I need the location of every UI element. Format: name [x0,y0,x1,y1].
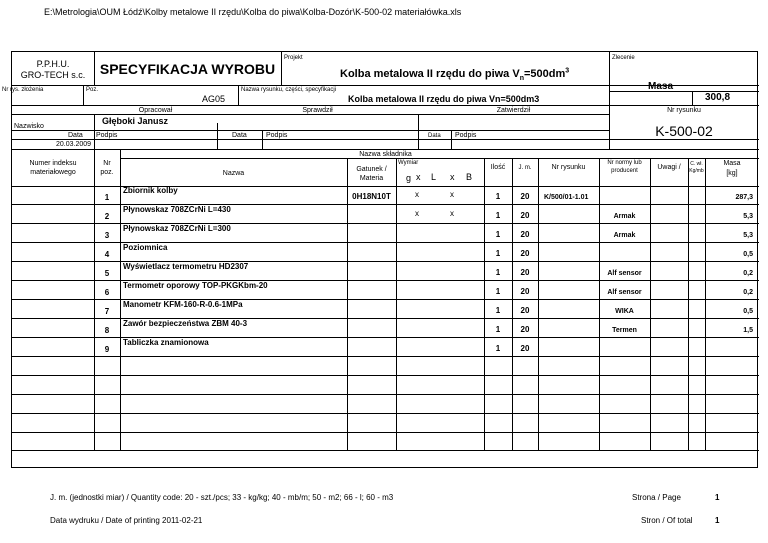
zlecenie-label: Zlecenie [612,55,635,61]
row-poz: 7 [104,307,110,316]
row-jm: 20 [520,287,530,296]
row-producent: Armak [613,213,636,220]
nr-rysunku-label: Nr rysunku [667,107,701,114]
row-jm: 20 [520,211,530,220]
row-nazwa: Termometr oporowy TOP-PKGKbm-20 [123,281,268,290]
podpis-label-1: Podpis [96,132,118,139]
row-poz: 6 [104,288,110,297]
wymiar-header: Wymiar [398,160,419,166]
masa-value: 300,8 [705,92,731,103]
masa-header-2: [kg] [726,170,738,177]
strona-value: 1 [715,493,720,502]
wymiar-x1: x [416,172,421,182]
nr-normy-header-2: producent [611,168,638,174]
row-wymiar-x1: x [415,209,419,218]
row-ilosc: 1 [495,211,501,220]
jm-header: J. m. [518,165,532,171]
row-ilosc: 1 [495,306,501,315]
drawing-number: K-500-02 [655,123,713,139]
nr-rys-zlozenia-label: Nr rys. złożenia [2,87,44,93]
poz-value: AG05 [202,94,226,104]
row-jm: 20 [520,230,530,239]
uwagi-header: Uwagi / [657,164,681,171]
row-jm: 20 [520,192,530,201]
data-label-1: Data [68,132,83,139]
wymiar-l: L [431,172,437,182]
zatwierdzil-label: Zatwierdził [496,107,531,114]
row-nazwa: Manometr KFM-160-R-0.6-1MPa [123,300,243,309]
row-nazwa: Wyświetlacz termometru HD2307 [123,262,249,271]
nazwisko-value: Głęboki Janusz [102,116,169,126]
project-name: Kolba metalowa II rzędu do piwa $V_n=500dm^3$ [340,67,570,83]
projekt-label: Projekt [284,55,303,61]
nr-normy-header-1: Nr normy lub [607,160,642,166]
podpis-label-2: Podpis [266,132,288,139]
row-producent: Alf sensor [607,289,642,296]
nr-rysunku-header: Nr rysunku [551,164,586,171]
row-wymiar-x1: x [415,190,419,199]
legend-text: J. m. (jednostki miar) / Quantity code: 20 - szt./pcs; 33 - kg/kg; 40 - mb/m; 50 - m2; 66 - l; 60 - m3 [50,493,394,502]
row-nazwa: Zbiornik kolby [123,186,178,195]
masa-label: Masa [648,81,674,92]
row-gatunek: 0H18N10T [352,192,391,201]
row-ilosc: 1 [495,344,501,353]
row-poz: 4 [104,250,110,259]
row-masa: 0,2 [743,289,753,296]
cwl-header-2: Kg/mb [689,168,704,174]
nazwa-rysunku-label: Nazwa rysunku, części, specyfikacji [241,87,337,93]
nr-poz-header-1: Nr [103,160,111,167]
row-ilosc: 1 [495,287,501,296]
row-producent: Alf sensor [607,270,642,277]
wymiar-g: g [406,173,412,183]
wymiar-x2: x [450,172,455,182]
wymiar-b: B [466,172,473,182]
row-masa: 5,3 [743,213,753,220]
row-masa: 0,2 [743,270,753,277]
row-nazwa: Zawór bezpieczeństwa ZBM 40-3 [123,319,248,328]
cwl-header-1: C. wł. [690,161,703,167]
row-ilosc: 1 [495,325,501,334]
company-name-line1: P.P.H.U. [36,59,70,69]
row-nazwa: Płynowskaz 708ZCrNi L=300 [123,224,231,233]
specification-sheet [2,51,758,468]
row-masa: 0,5 [743,251,753,258]
row-ilosc: 1 [495,268,501,277]
row-poz: 9 [104,345,110,354]
row-jm: 20 [520,306,530,315]
row-poz: 8 [104,326,110,335]
row-poz: 2 [104,212,110,221]
strona-label: Strona / Page [632,493,681,502]
gatunek-header-1: Gatunek / [356,166,387,173]
ilosc-header: Ilość [490,164,506,171]
spec-title: SPECYFIKACJA WYROBU [99,61,276,77]
masa-header-1: Masa [723,160,741,167]
nr-poz-header-2: poz. [100,169,114,176]
row-jm: 20 [520,249,530,258]
row-nazwa: Płynowskaz 708ZCrNi L=430 [123,205,231,214]
row-nazwa: Poziomnica [123,243,168,252]
nazwisko-label: Nazwisko [14,123,44,130]
row-ilosc: 1 [495,192,501,201]
row-nr-rysunku: K/500/01-1.01 [544,194,589,201]
nazwa-rysunku-value: Kolba metalowa II rzędu do piwa Vn=500dm3 [348,94,540,104]
row-jm: 20 [520,325,530,334]
podpis-label-3: Podpis [455,132,477,139]
row-producent: Armak [613,232,636,239]
row-poz: 1 [104,193,110,202]
file-path: E:\Metrologia\OUM Łódź\Kolby metalowe II rzędu\Kolba do piwa\Kolba-Dozór\K-500-02 materiałówka.xls [44,7,462,17]
numer-indeksu-header-2: materiałowego [30,169,76,176]
print-date: Data wydruku / Date of printing 2011-02-21 [50,516,203,525]
stron-value: 1 [715,516,720,525]
row-masa: 287,3 [735,194,753,201]
row-ilosc: 1 [495,230,501,239]
row-nazwa: Tabliczka znamionowa [123,338,209,347]
data-value: 20.03.2009 [56,141,92,148]
row-producent: WIKA [615,308,634,315]
nazwa-header: Nazwa [222,170,245,177]
opracowal-label: Opracował [138,107,173,114]
row-poz: 5 [104,269,110,278]
sprawdzil-label: Sprawdził [302,107,333,114]
row-poz: 3 [104,231,110,240]
row-producent: Termen [612,327,637,334]
row-masa: 1,5 [743,327,753,334]
nazwa-skladnika-header: Nazwa składnika [359,151,412,158]
data-label-3: Data [428,133,441,139]
row-wymiar-x2: x [450,190,454,199]
gatunek-header-2: Materia [359,175,384,182]
stron-label: Stron / Of total [641,516,693,525]
row-wymiar-x2: x [450,209,454,218]
numer-indeksu-header-1: Numer indeksu [29,160,77,167]
row-jm: 20 [520,344,530,353]
row-jm: 20 [520,268,530,277]
row-masa: 5,3 [743,232,753,239]
poz-label: Poz. [86,87,99,93]
data-label-2: Data [232,132,247,139]
row-masa: 0,5 [743,308,753,315]
row-ilosc: 1 [495,249,501,258]
company-name-line2: GRO-TECH s.c. [20,70,86,80]
